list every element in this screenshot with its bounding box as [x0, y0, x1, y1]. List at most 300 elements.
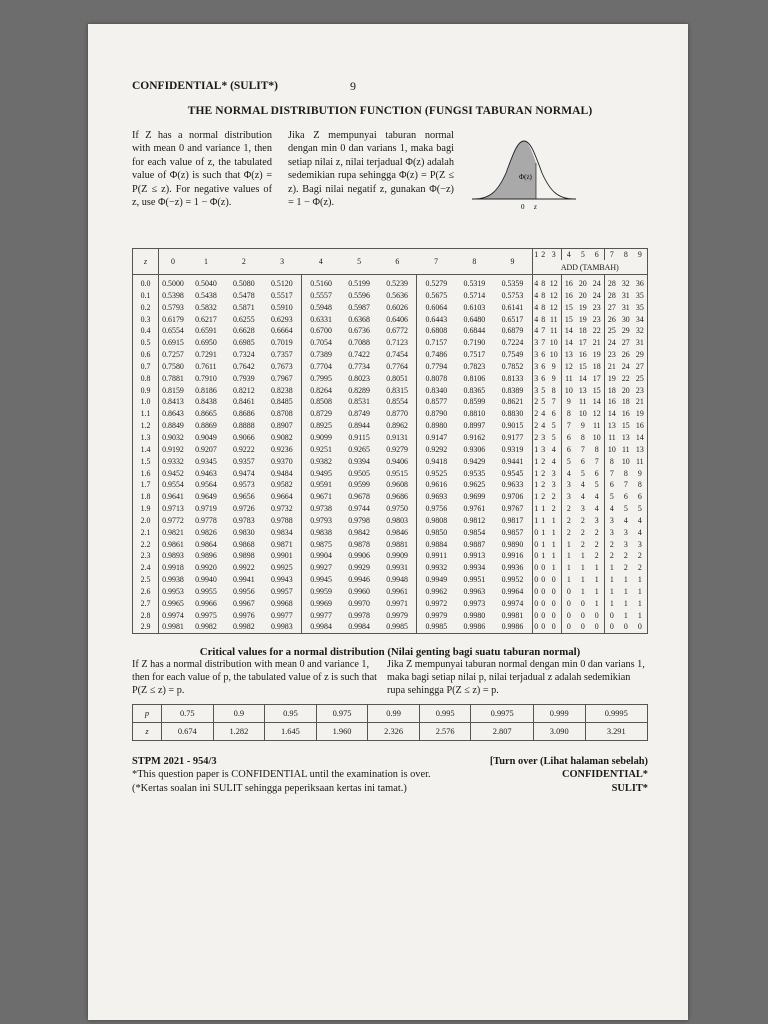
probability-cell: 0.8599	[463, 397, 486, 407]
column-header: 1	[187, 249, 225, 275]
probability-cell: 0.9750	[386, 504, 408, 514]
probability-cell: 0.6985	[232, 338, 255, 348]
table-row	[133, 456, 648, 468]
add-digit-header: 1	[532, 249, 540, 261]
probability-cell: 0.9952	[501, 575, 524, 585]
table-row	[133, 586, 648, 598]
add-cell: 0	[594, 610, 599, 620]
probability-cell: 0.7881	[159, 373, 188, 385]
probability-cell: 0.9463	[195, 468, 217, 478]
add-cell: 10	[592, 432, 601, 442]
probability-cell: 0.7823	[463, 361, 486, 371]
add-cell: 7	[561, 420, 576, 432]
probability-cell: 0.9896	[195, 551, 217, 561]
probability-cell: 0.7995	[301, 373, 340, 385]
page-footer	[132, 755, 648, 796]
add-cell: 3	[561, 491, 576, 503]
add-cell: 6	[604, 479, 619, 491]
probability-cell: 0.9049	[195, 432, 217, 442]
add-cell: 6	[580, 456, 585, 466]
z-value: 2.9	[133, 621, 159, 633]
add-digit-header: 6	[594, 250, 599, 259]
probability-cell: 0.9207	[195, 444, 217, 454]
add-cell: 7	[541, 338, 546, 348]
add-cell: 1	[580, 551, 585, 561]
table-row	[133, 527, 648, 539]
probability-cell: 0.9936	[501, 563, 524, 573]
probability-cell: 0.9032	[159, 432, 188, 444]
probability-cell: 0.6517	[501, 314, 524, 324]
probability-cell: 0.6879	[501, 326, 524, 336]
add-cell: 1	[623, 575, 628, 585]
probability-cell: 0.9545	[501, 468, 524, 478]
add-cell: 3	[623, 539, 628, 549]
probability-cell: 0.5948	[301, 302, 340, 314]
add-cell: 4	[594, 504, 599, 514]
add-cell: 4	[580, 480, 585, 490]
probability-cell: 0.7764	[386, 361, 408, 371]
probability-cell: 0.7486	[417, 349, 456, 361]
add-cell: 27	[604, 302, 619, 314]
add-cell: 15	[578, 361, 587, 371]
critical-z-row	[133, 722, 648, 740]
add-digit-header: 7	[604, 249, 619, 261]
probability-cell: 0.8577	[417, 396, 456, 408]
add-cell: 0	[532, 610, 540, 622]
add-cell: 10	[549, 350, 558, 360]
probability-cell: 0.8238	[270, 385, 293, 395]
probability-cell: 0.9664	[270, 492, 293, 502]
critical-p-cell: 0.99	[368, 704, 420, 722]
probability-cell: 0.9826	[195, 527, 217, 537]
add-cell: 3	[541, 444, 546, 454]
probability-cell: 0.9474	[232, 468, 255, 478]
add-cell: 1	[561, 550, 576, 562]
probability-cell: 0.8133	[501, 373, 524, 383]
add-cell: 24	[621, 361, 630, 371]
add-cell: 0	[532, 574, 540, 586]
probability-cell: 0.7704	[301, 361, 340, 373]
probability-cell: 0.5359	[501, 279, 524, 288]
add-cell: 3	[561, 479, 576, 491]
probability-cell: 0.9719	[195, 504, 217, 514]
add-cell: 3	[594, 515, 599, 525]
column-header: 6	[378, 249, 417, 275]
add-cell: 0	[580, 622, 585, 632]
add-cell: 0	[637, 622, 642, 632]
add-cell: 1	[541, 551, 546, 561]
probability-cell: 0.9115	[348, 432, 370, 442]
add-cell: 6	[541, 373, 546, 383]
probability-cell: 0.9959	[301, 586, 340, 598]
probability-cell: 0.9920	[195, 563, 217, 573]
probability-cell: 0.9319	[501, 444, 524, 454]
figure-area-label: Φ(z)	[519, 173, 532, 181]
column-header: 5	[340, 249, 378, 275]
z-value: 0.7	[133, 361, 159, 373]
add-cell: 1	[561, 539, 576, 551]
critical-z-cell: 1.282	[213, 722, 265, 740]
probability-cell: 0.9382	[301, 456, 340, 468]
add-cell: 5	[551, 432, 556, 442]
probability-cell: 0.9099	[301, 432, 340, 444]
probability-cell: 0.9985	[417, 621, 456, 633]
probability-cell: 0.9756	[417, 503, 456, 515]
probability-cell: 0.8212	[232, 385, 255, 395]
z-value: 0.1	[133, 290, 159, 302]
probability-cell: 0.8665	[195, 409, 217, 419]
intro-malay: Jika Z mempunyai taburan normal dengan min 0 dan varians 1, maka bagi setiap nilai z, nilai terjadual Φ(z) adalah sedemikian rupa sehingga Φ(z) = P(Z ≤ z). Bagi nilai negatif z, gunakan Φ(−z) = 1 − Φ(z).	[288, 130, 454, 209]
add-cell: 0	[561, 598, 576, 610]
probability-cell: 0.5438	[195, 290, 217, 300]
add-cell: 1	[604, 562, 619, 574]
probability-cell: 0.7580	[159, 361, 188, 373]
add-cell: 3	[551, 468, 556, 478]
add-cell: 6	[541, 350, 546, 360]
probability-cell: 0.9649	[195, 492, 217, 502]
add-cell: 16	[604, 396, 619, 408]
z-value: 2.0	[133, 515, 159, 527]
probability-cell: 0.9986	[463, 622, 486, 632]
critical-p-row	[133, 704, 648, 722]
probability-cell: 0.9131	[386, 432, 408, 442]
add-cell: 27	[621, 338, 630, 348]
probability-cell: 0.8729	[301, 408, 340, 420]
probability-cell: 0.9686	[386, 492, 408, 502]
probability-cell: 0.5279	[417, 275, 456, 290]
add-cell: 1	[604, 598, 619, 610]
probability-cell: 0.9147	[417, 432, 456, 444]
probability-cell: 0.9979	[417, 610, 456, 622]
add-cell: 16	[621, 409, 630, 419]
add-cell: 11	[561, 373, 576, 385]
table-body	[133, 275, 648, 634]
probability-cell: 0.8686	[232, 409, 255, 419]
add-cell: 0	[532, 586, 540, 598]
table-row	[133, 479, 648, 491]
probability-cell: 0.7088	[348, 338, 370, 348]
add-cell: 26	[604, 314, 619, 326]
probability-cell: 0.9985	[386, 622, 408, 632]
add-cell: 6	[561, 444, 576, 456]
add-cell: 31	[621, 302, 630, 312]
add-cell: 0	[532, 527, 540, 539]
add-cell: 1	[580, 563, 585, 573]
table-row	[133, 275, 648, 290]
probability-cell: 0.8461	[232, 397, 255, 407]
add-cell: 10	[549, 338, 558, 348]
add-cell: 2	[594, 551, 599, 561]
add-cell: 8	[637, 480, 642, 490]
confidential-note-english: *This question paper is CONFIDENTIAL until the examination is over.	[132, 769, 431, 781]
probability-cell: 0.7422	[348, 350, 370, 360]
critical-values-intro	[132, 659, 648, 697]
probability-cell: 0.9803	[386, 515, 408, 525]
probability-cell: 0.8708	[270, 409, 293, 419]
add-cell: 7	[594, 456, 599, 466]
add-cell: 21	[635, 397, 644, 407]
probability-cell: 0.8389	[501, 385, 524, 395]
add-cell: 20	[621, 385, 630, 395]
probability-cell: 0.9962	[417, 586, 456, 598]
add-cell: 1	[580, 586, 585, 596]
table-row	[133, 515, 648, 527]
probability-cell: 0.5398	[159, 290, 188, 302]
intro-english: If Z has a normal distribution with mean 0 and variance 1, then for each value of z, the tabulated value of Φ(z) is such that Φ(z) = P(Z ≤ z). For negative values of z, use Φ(−z) = 1 − Φ(z).	[132, 130, 272, 209]
probability-cell: 0.6736	[348, 326, 370, 336]
probability-cell: 0.6628	[232, 326, 255, 336]
probability-cell: 0.6026	[386, 302, 408, 312]
z-label: z	[133, 722, 162, 740]
probability-cell: 0.9699	[463, 492, 486, 502]
probability-cell: 0.7157	[417, 337, 456, 349]
add-cell: 3	[604, 515, 619, 527]
add-cell: 31	[635, 338, 644, 348]
probability-cell: 0.6103	[463, 302, 486, 312]
page-content	[132, 77, 648, 795]
add-cell: 2	[637, 563, 642, 573]
probability-cell: 0.9970	[348, 598, 370, 608]
add-cell: 4	[580, 492, 585, 502]
probability-cell: 0.9834	[270, 527, 293, 537]
probability-cell: 0.9881	[386, 539, 408, 549]
probability-cell: 0.9582	[270, 480, 293, 490]
add-cell: 0	[561, 610, 576, 622]
probability-cell: 0.5871	[232, 302, 255, 312]
add-cell: 0	[551, 610, 556, 620]
probability-cell: 0.5478	[232, 290, 255, 300]
probability-cell: 0.9370	[270, 456, 293, 466]
probability-cell: 0.9772	[159, 515, 188, 527]
add-cell: 9	[561, 396, 576, 408]
add-cell: 2	[551, 504, 556, 514]
add-cell: 3	[532, 373, 540, 385]
probability-cell: 0.6844	[463, 326, 486, 336]
probability-cell: 0.9875	[301, 539, 340, 551]
confidential-mark-malay: SULIT*	[611, 782, 648, 794]
critical-p-cell: 0.999	[533, 704, 585, 722]
probability-cell: 0.9978	[348, 610, 370, 620]
add-cell: 35	[635, 302, 644, 312]
probability-cell: 0.9591	[301, 479, 340, 491]
add-cell: 8	[594, 444, 599, 454]
probability-cell: 0.9812	[463, 515, 486, 525]
add-cell: 14	[635, 432, 644, 442]
probability-cell: 0.8289	[348, 385, 370, 395]
add-digit-header: 8	[623, 250, 628, 259]
table-row	[133, 290, 648, 302]
z-value: 0.4	[133, 325, 159, 337]
add-cell: 8	[623, 468, 628, 478]
probability-cell: 0.9909	[386, 551, 408, 561]
add-cell: 4	[561, 468, 576, 480]
add-cell: 3	[532, 361, 540, 373]
add-cell: 0	[551, 575, 556, 585]
add-cell: 3	[637, 539, 642, 549]
add-cell: 23	[592, 314, 601, 324]
add-cell: 13	[635, 444, 644, 454]
add-cell: 4	[637, 515, 642, 525]
add-cell: 5	[551, 421, 556, 431]
probability-cell: 0.6368	[348, 314, 370, 324]
probability-cell: 0.7517	[463, 350, 486, 360]
probability-cell: 0.9554	[159, 479, 188, 491]
probability-cell: 0.9931	[386, 563, 408, 573]
add-cell: 11	[549, 326, 558, 336]
probability-cell: 0.9706	[501, 492, 524, 502]
add-cell: 1	[580, 575, 585, 585]
add-cell: 1	[541, 515, 546, 525]
probability-cell: 0.9192	[159, 444, 188, 456]
probability-cell: 0.8944	[348, 421, 370, 431]
probability-cell: 0.9767	[501, 504, 524, 514]
probability-cell: 0.6915	[159, 337, 188, 349]
probability-cell: 0.9966	[195, 598, 217, 608]
probability-cell: 0.9808	[417, 515, 456, 527]
add-cell: 3	[532, 337, 540, 349]
table-row	[133, 491, 648, 503]
add-cell: 2	[561, 515, 576, 527]
probability-cell: 0.9918	[159, 562, 188, 574]
probability-cell: 0.9940	[195, 575, 217, 585]
add-cell: 1	[541, 527, 546, 537]
table-row	[133, 562, 648, 574]
probability-cell: 0.9842	[348, 527, 370, 537]
probability-cell: 0.9949	[417, 574, 456, 586]
add-cell: 1	[541, 504, 546, 514]
add-cell: 0	[532, 550, 540, 562]
add-cell: 5	[580, 468, 585, 478]
add-cell: 31	[621, 290, 630, 300]
probability-cell: 0.9641	[159, 491, 188, 503]
probability-cell: 0.8508	[301, 396, 340, 408]
probability-cell: 0.9983	[270, 622, 293, 632]
probability-cell: 0.5040	[195, 279, 217, 288]
critical-z-cell: 1.645	[265, 722, 317, 740]
add-digit-header: 4	[561, 249, 576, 261]
probability-cell: 0.9913	[463, 551, 486, 561]
probability-cell: 0.9864	[195, 539, 217, 549]
add-cell: 12	[549, 302, 558, 312]
probability-cell: 0.7054	[301, 337, 340, 349]
figure-z-label: z	[534, 203, 537, 211]
probability-cell: 0.7324	[232, 350, 255, 360]
add-cell: 7	[541, 326, 546, 336]
add-cell: 4	[541, 421, 546, 431]
probability-cell: 0.9394	[348, 456, 370, 466]
add-cell: 18	[621, 397, 630, 407]
add-cell: 2	[561, 527, 576, 539]
column-header: 4	[301, 249, 340, 275]
add-cell: 1	[532, 491, 540, 503]
exam-page	[88, 24, 688, 1020]
probability-cell: 0.8264	[301, 385, 340, 397]
add-cell: 24	[592, 279, 601, 288]
probability-cell: 0.9495	[301, 468, 340, 480]
add-cell: 10	[604, 444, 619, 456]
table-row	[133, 503, 648, 515]
probability-cell: 0.8340	[417, 385, 456, 397]
add-cell: 9	[637, 468, 642, 478]
probability-cell: 0.9904	[301, 550, 340, 562]
critical-p-cell: 0.975	[316, 704, 368, 722]
add-digit-header: 5	[580, 250, 585, 259]
add-digit-header: 3	[551, 250, 556, 259]
add-cell: 1	[532, 479, 540, 491]
add-cell: 0	[623, 622, 628, 632]
normal-curve-figure	[468, 129, 578, 244]
probability-cell: 0.9967	[232, 598, 255, 608]
add-cell: 13	[578, 385, 587, 395]
probability-cell: 0.9911	[417, 550, 456, 562]
probability-cell: 0.8980	[417, 420, 456, 432]
confidential-note-malay: (*Kertas soalan ini SULIT sehingga peperiksaan kertas ini tamat.)	[132, 782, 407, 794]
probability-cell: 0.9878	[348, 539, 370, 549]
figure-zero-label: 0	[521, 203, 525, 211]
probability-cell: 0.8907	[270, 421, 293, 431]
probability-cell: 0.9941	[232, 575, 255, 585]
add-cell: 5	[541, 397, 546, 407]
add-cell: 6	[541, 361, 546, 371]
add-cell: 0	[541, 610, 546, 620]
z-value: 2.5	[133, 574, 159, 586]
add-cell: 1	[594, 575, 599, 585]
add-cell: 20	[578, 279, 587, 288]
add-cell: 28	[604, 275, 619, 290]
add-cell: 3	[532, 385, 540, 397]
column-header: 0	[159, 249, 188, 275]
z-value: 1.9	[133, 503, 159, 515]
confidential-label: CONFIDENTIAL* (SULIT*)	[132, 80, 279, 92]
add-cell: 21	[592, 338, 601, 348]
add-cell: 2	[561, 503, 576, 515]
add-cell: 1	[637, 586, 642, 596]
probability-cell: 0.9783	[232, 515, 255, 525]
add-cell: 4	[541, 409, 546, 419]
add-cell: 2	[594, 539, 599, 549]
probability-cell: 0.9082	[270, 432, 293, 442]
critical-p-cell: 0.9995	[585, 704, 648, 722]
probability-cell: 0.9306	[463, 444, 486, 454]
add-cell: 15	[592, 385, 601, 395]
probability-cell: 0.8413	[159, 396, 188, 408]
probability-cell: 0.8106	[463, 373, 486, 383]
add-cell: 2	[541, 468, 546, 478]
probability-cell: 0.5675	[417, 290, 456, 302]
probability-cell: 0.7291	[195, 350, 217, 360]
critical-p-cell: 0.995	[419, 704, 471, 722]
add-cell: 16	[561, 275, 576, 290]
add-cell: 4	[532, 325, 540, 337]
add-cell: 14	[561, 325, 576, 337]
probability-cell: 0.6141	[501, 302, 524, 312]
add-cell: 2	[580, 515, 585, 525]
critical-z-cell: 0.674	[162, 722, 214, 740]
probability-cell: 0.9984	[301, 621, 340, 633]
probability-cell: 0.7190	[463, 338, 486, 348]
probability-cell: 0.5596	[348, 290, 370, 300]
probability-cell: 0.9890	[501, 539, 524, 549]
probability-cell: 0.7967	[270, 373, 293, 383]
table-row	[133, 302, 648, 314]
probability-cell: 0.8365	[463, 385, 486, 395]
probability-cell: 0.7123	[386, 338, 408, 348]
critical-z-cell: 2.576	[419, 722, 471, 740]
probability-cell: 0.9535	[463, 468, 486, 478]
z-value: 2.2	[133, 539, 159, 551]
table-row	[133, 325, 648, 337]
z-value: 1.7	[133, 479, 159, 491]
